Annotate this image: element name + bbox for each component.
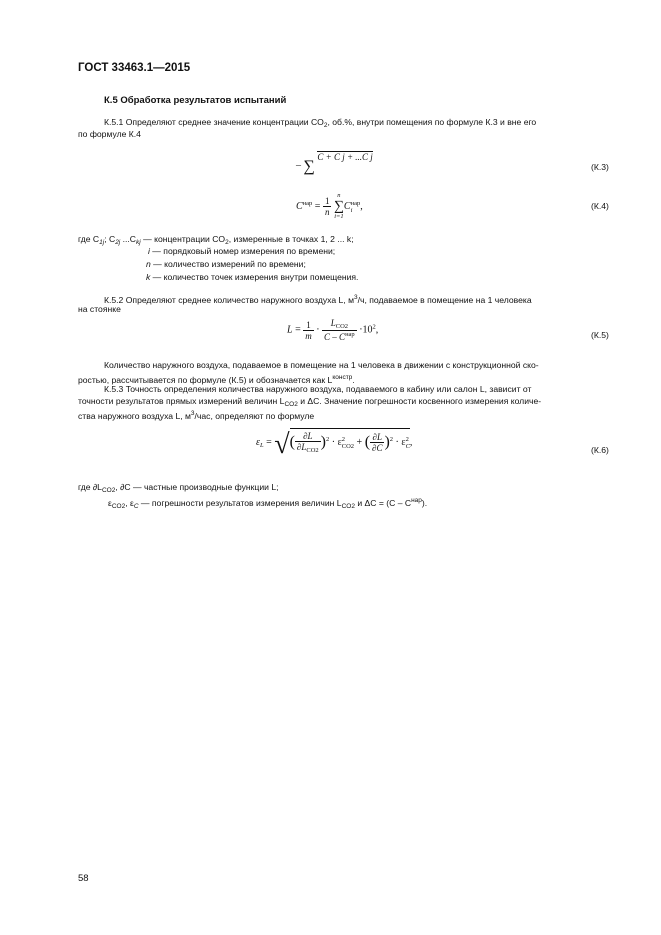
definition-errors: $\varepsilon_{CO2}$, $\varepsilon_C$ — погрешности результатов измерения величин $L_{CO2}$ и $\Delta C = (C - C^{нар})$. (108, 497, 428, 510)
formula-k4: $C^{нар}$ = $\frac{1}{n}$ n ∑ i=1 C нар i , (296, 192, 363, 220)
definition-row: n — количество измерений по времени; (146, 259, 306, 269)
formula-k3: – ∑ C + C j + ...C j (296, 152, 373, 175)
equation-number-k6: (К.6) (591, 445, 609, 455)
paragraph-construction-speed-line2: ростью, рассчитывается по формуле (К.5) и обозначается как $L^{констр}$. (78, 374, 355, 385)
paragraph-k53-line1: К.5.3 Точность определения количества наружного воздуха, подаваемого в кабину или салон L, зависит от (104, 384, 532, 394)
paragraph-k52-line1: К.5.2 Определяют среднее количество наружного воздуха L, $м^3/ч$, подаваемое в помещение на 1 человека (104, 294, 532, 305)
definition-concentrations: где $C_{1j}$; $C_{2j}$ $...C_{kj}$ — концентрации $CO_2$, измеренные в точках 1, 2 ... k; (78, 234, 354, 246)
equation-number-k4: (К.4) (591, 201, 609, 211)
paragraph-k51-line1: К.5.1 Определяют среднее значение концентрации $CO_2$, об.%, внутри помещения по формуле К.3 и вне его (104, 117, 537, 129)
section-heading: К.5 Обработка результатов испытаний (104, 95, 287, 106)
paragraph-k52-line2: на стоянке (78, 304, 121, 314)
paragraph-k51-line2: по формуле К.4 (78, 129, 141, 139)
sqrt-sign: √ (274, 428, 290, 460)
definition-row: k — количество точек измерения внутри помещения. (146, 272, 359, 282)
document-header: ГОСТ 33463.1—2015 (78, 62, 191, 74)
formula-k5: L = $\frac{1}{m}$ · $\frac{L_{CO2}}{C - C^{нар}}$ $\cdot 10^2$, (287, 318, 379, 342)
page-number: 58 (78, 873, 89, 884)
paragraph-construction-speed-line1: Количество наружного воздуха, подаваемое в помещение на 1 человека в движении с конструкционной ско- (104, 360, 539, 370)
paragraph-k53-line2: точности результатов прямых измерений величин $L_{CO2}$ и ΔC. Значение погрешности косвенного измерения количе- (78, 396, 542, 408)
definition-row: i — порядковый номер измерения по времени; (148, 246, 336, 256)
equation-number-k5: (К.5) (591, 330, 609, 340)
equation-number-k3: (К.3) (591, 162, 609, 172)
definition-partial-derivatives: где $\partial L_{CO2}$, ∂C — частные производные функции L; (78, 482, 279, 494)
paragraph-k53-line3: ства наружного воздуха L, $м^3$/час, определяют по формуле (78, 410, 315, 421)
formula-k6: $\varepsilon_L$ = √( $\frac{\partial L}{\partial L_{CO2}}$ )$^2$ · ε 2 CO2 + ( $\frac{\partial L}{\partial C}$ )$^2$ · ε 2 C , (256, 428, 413, 460)
